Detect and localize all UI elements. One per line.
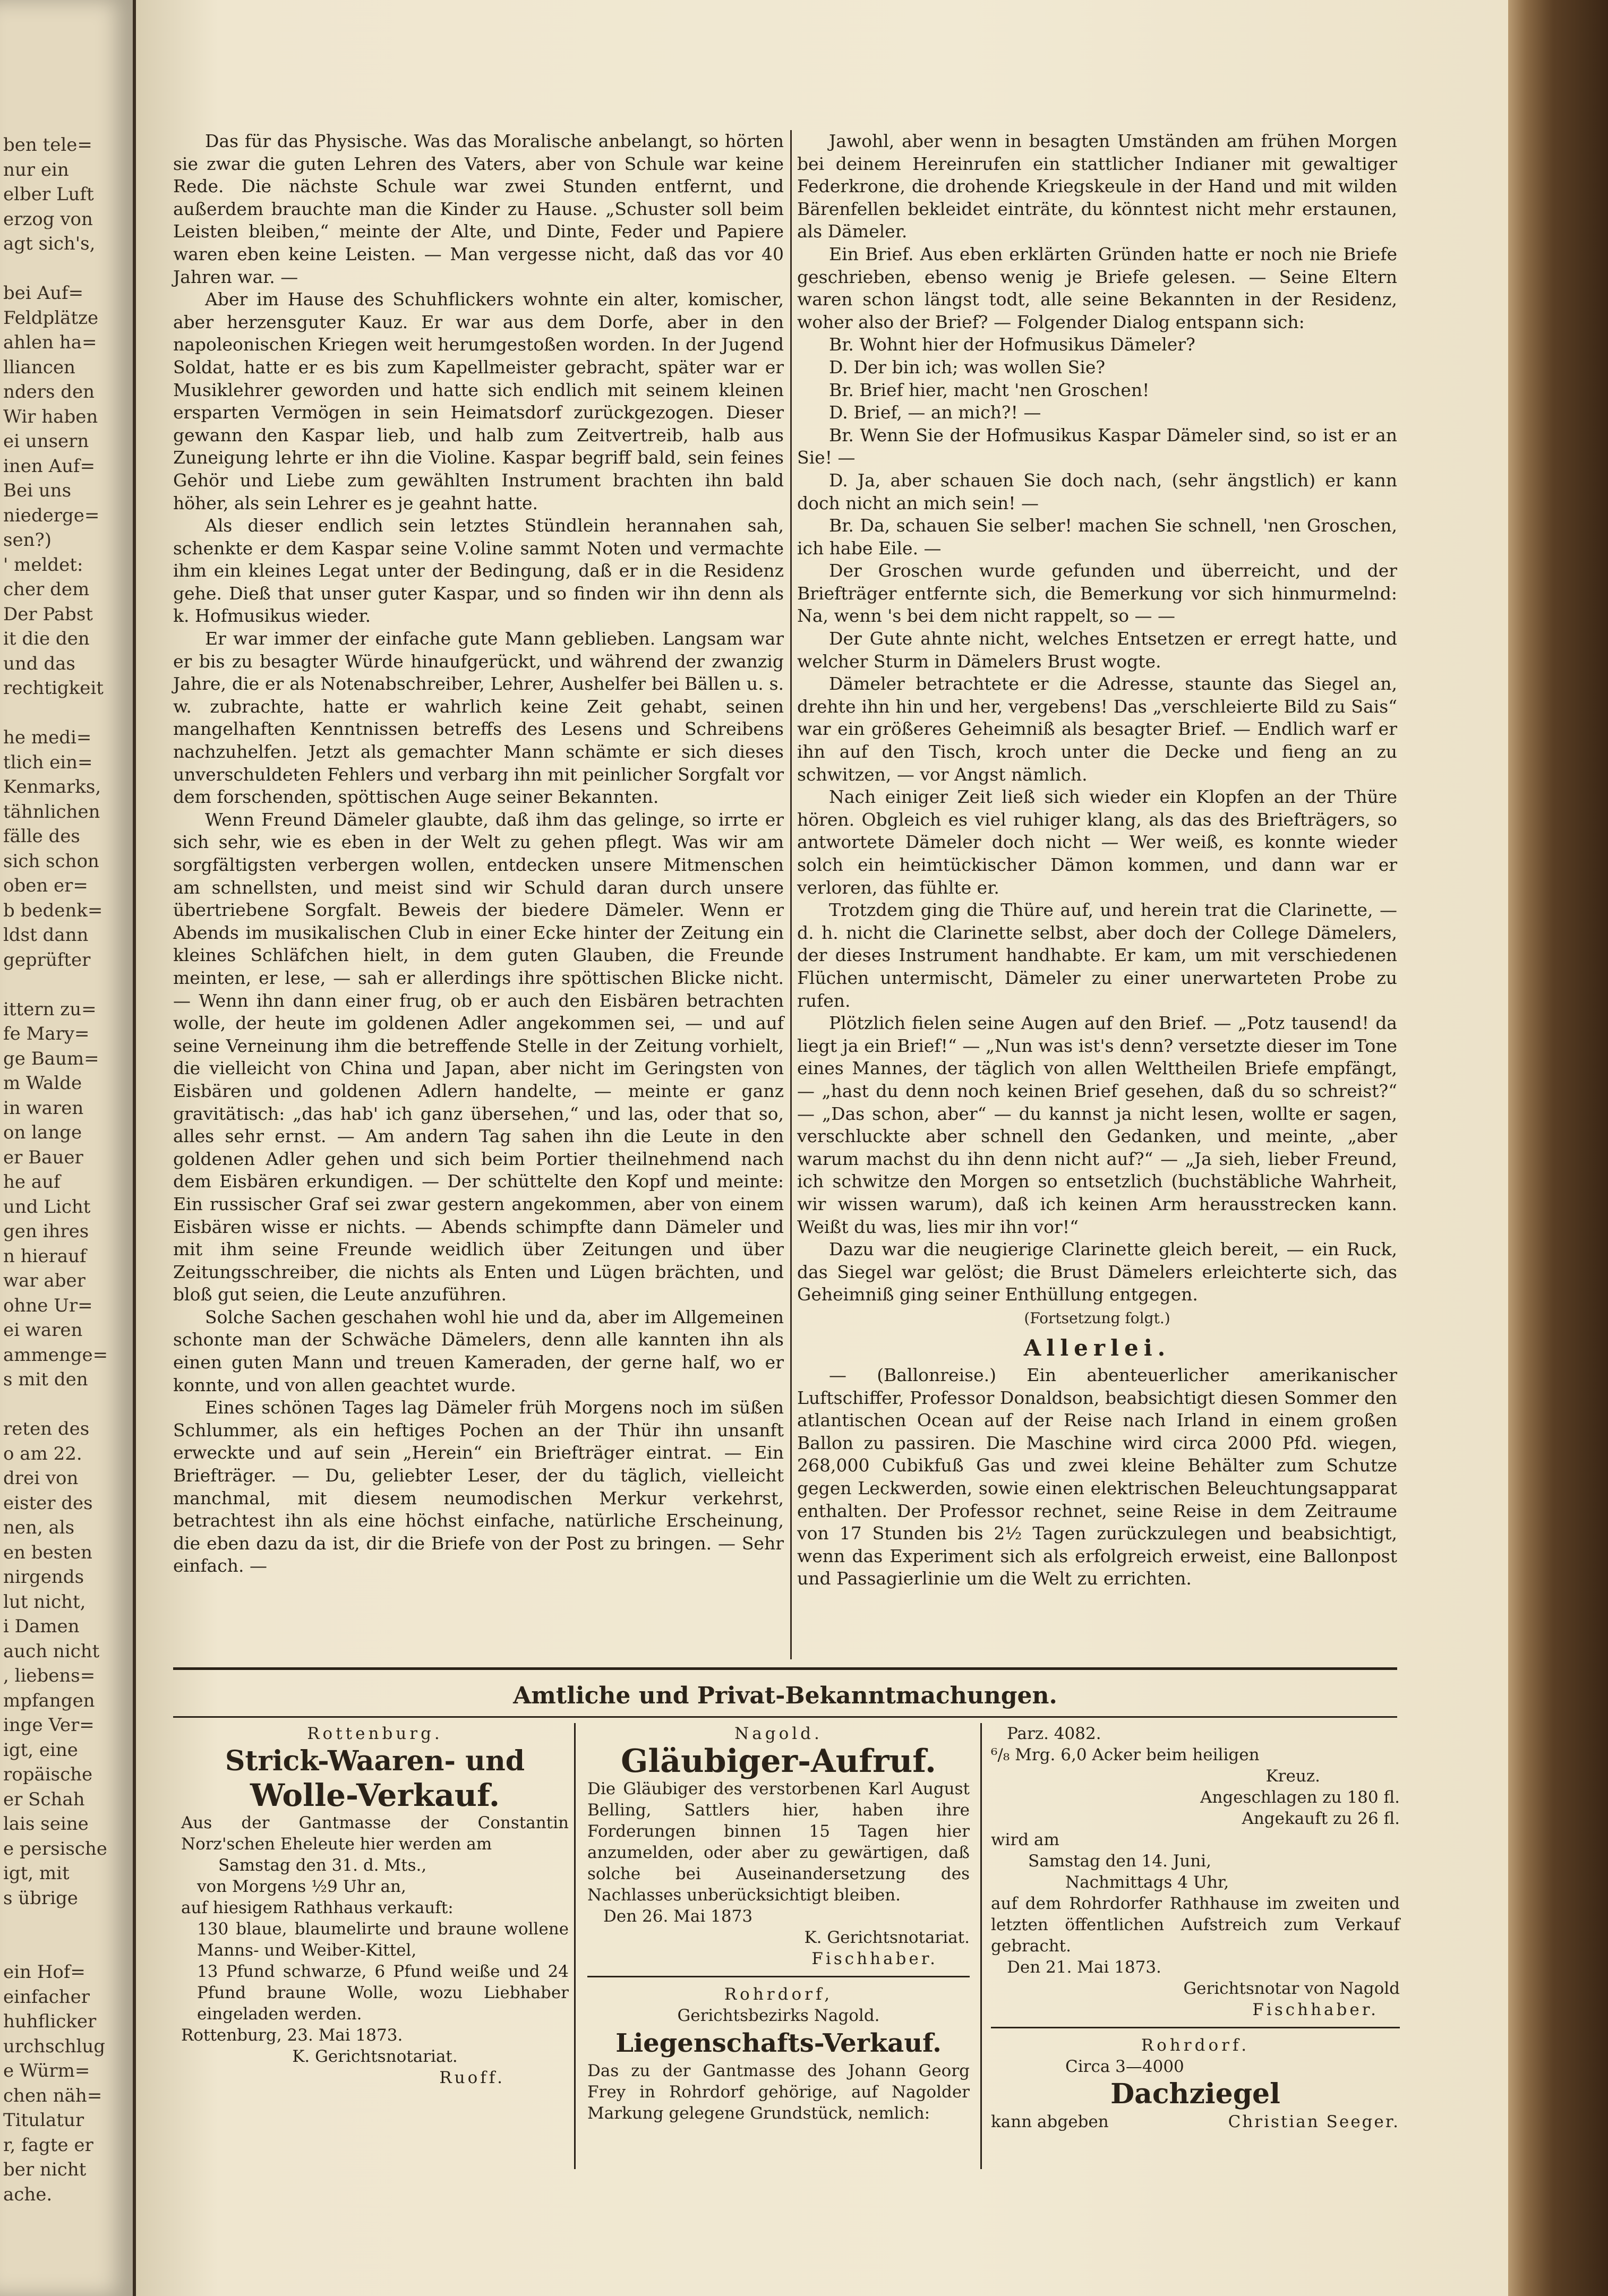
paragraph: Solche Sachen geschahen wohl hie und da, aber im Allgemeinen schonte man der Schwäche Dämelers, denn alle kannten ihn als einen guten Mann und treuen Kameraden, der gerne half, wo er konnte, und von allen geachtet wurde. <box>173 1306 784 1395</box>
ad-divider <box>980 1723 982 2169</box>
ad-time: von Morgens ½9 Uhr an, <box>197 1877 406 1896</box>
paragraph: Der Groschen wurde gefunden und überreicht, und der Briefträger entfernte sich, die Bemerkung vor sich hinmurmelnd: Na, wenn 's bei dem nicht rappelt, so — — <box>797 560 1397 627</box>
paragraph: Eines schönen Tages lag Dämeler früh Morgens noch im süßen Schlummer, als ein heftiges Pochen an der Thür ihn unsanft erweckte und auf sein „Herein“ ein Briefträger eintrat. — Ein Briefträger. — Du, geliebter Leser, der du täglich, vielleicht manchmal, mit diesem neumodischen Merkur verkehrst, betrachtest ihn als eine höchst einfache, natürliche Erscheinung, die eben dazu da ist, dir die Briefe von der Post zu bringen. — Sehr einfach. — <box>173 1397 784 1577</box>
ad-date: Den 26. Mai 1873 <box>603 1907 753 1926</box>
ad-strickwaaren <box>181 1723 569 2088</box>
paragraph: Jawohl, aber wenn in besagten Umständen am frühen Morgen bei deinem Hereinrufen ein stattlicher Indianer mit gewaltiger Federkrone, die drohende Kriegskeule in der Hand und mit wilden Bärenfellen bekleidet einträte, du könntest nicht mehr erstaunen, als Dämeler. <box>797 131 1397 242</box>
ad-text: auf dem Rohrdorfer Rathhause im zweiten und letzten öffentlichen Aufstreich zum Verkauf gebracht. <box>991 1894 1400 1956</box>
ad-text: wird am <box>991 1830 1059 1849</box>
announcements-title: Amtliche und Privat-Bekanntmachungen. <box>513 1682 1057 1709</box>
paragraph: Er war immer der einfache gute Mann geblieben. Langsam war er bis zu besagter Würde hinaufgerückt, und während der zwanzig Jahre, die er als Notenabschreiber, Lehrer, Aushelfer bei Bällen u. s. w. zubrachte, hatte er wahrlich keine Zeit gehabt, seinen mangelhaften Kenntnissen betreffs des Lesens und Schreibens nachzuhelfen. Jetzt als gemachter Mann schämte er sich dieses unverschuldeten Fehlers und verbarg ihn mit peinlicher Sorgfalt vor dem forschenden, spöttischen Auge seiner Bekannten. <box>173 628 784 808</box>
ad-district: Gerichtsbezirks Nagold. <box>677 2006 880 2025</box>
ad-time: Nachmittags 4 Uhr, <box>1065 1873 1229 1892</box>
book-edge <box>1508 0 1608 2296</box>
ad-item: 13 Pfund schwarze, 6 Pfund weiße und 24 Pfund braune Wolle, wozu Liebhaber eingeladen werden. <box>197 1962 569 2024</box>
paragraph: Als dieser endlich sein letztes Stündlein herannahen sah, schenkte er dem Kaspar seine V.oline sammt Noten und vermachte ihm ein kleines Legat unter der Bedingung, daß er in die Residenz gehe. Dieß that unser guter Kaspar, und so finden wir ihn denn als k. Hofmusikus wieder. <box>173 515 784 627</box>
ad-place: Rottenburg. <box>307 1724 443 1743</box>
dialog-line: Br. Wenn Sie der Hofmusikus Kaspar Dämeler sind, so ist er an Sie! — <box>797 424 1397 468</box>
paragraph: Plötzlich fielen seine Augen auf den Brief. — „Potz tausend! da liegt ja ein Brief!“ — „Nun was ist's denn? versetzte dieser im Tone eines Mannes, der täglich von allen Welttheilen Briefe empfängt, — „hast du denn noch keinen Brief gesehen, daß du so schreist?“ — „Das schon, aber“ — du kannst ja nicht lesen, wollte er sagen, verschluckte aber schnell den Gedanken, und meinte, „aber warum machst du ihn denn nicht auf?“ — „Ja sieh, lieber Freund, ich schwitze den Morgen so entsetzlich (buchstäbliche Wahrheit, wir wissen warum), daß ich keinen Arm herausstrecken kann. Weißt du was, lies mir ihn vor!“ <box>797 1013 1397 1237</box>
ad-place: Rohrdorf, <box>724 1985 833 2004</box>
previous-page-fragment <box>0 0 136 2296</box>
paragraph: Der Gute ahnte nicht, welches Entsetzen er erregt hatte, und welcher Sturm in Dämelers Brust wogte. <box>797 628 1397 672</box>
ad-place: Nagold. <box>734 1724 823 1743</box>
allerlei-heading: Allerlei. <box>1023 1335 1171 1361</box>
column-divider <box>790 130 792 1659</box>
dialog-line: Br. Da, schauen Sie selber! machen Sie schnell, 'nen Groschen, ich habe Eile. — <box>797 515 1397 559</box>
dialog-line: Br. Wohnt hier der Hofmusikus Dämeler? <box>829 334 1195 355</box>
ad-glaeubiger <box>587 1723 970 2124</box>
paragraph: Ein Brief. Aus eben erklärten Gründen hatte er noch nie Briefe geschrieben, ebenso wenig je Briefe gelesen. — Seine Eltern waren schon längst todt, alle seine Bekannten in der Residenz, woher also der Brief? — Folgender Dialog entspann sich: <box>797 243 1397 332</box>
ad-signature: Christian Seeger. <box>1228 2112 1400 2131</box>
ad-title: Gläubiger-Aufruf. <box>621 1743 936 1780</box>
ad-divider <box>574 1723 576 2169</box>
previous-page-text: ben tele= nur ein elber Luft erzog von agt sich's, bei Auf= Feldplätze ahlen ha= lliancen nders den Wir haben ei unsern inen Auf= Bei uns niederge= sen?) ' meldet: cher dem Der Pabst it die den und das rechtigkeit he medi= tlich ein= Kenmarks, tähnlichen fälle des sich schon oben er= b bedenk= ldst dann geprüfter ittern zu= fe Mary= ge Baum= m Walde in waren on lange er Bauer he auf und Licht gen ihres n hierauf war aber ohne Ur= ei waren ammenge= s mit den reten des o am 22. drei von eister des nen, als en besten nirgends lut nicht, i Damen auch nicht , liebens= mpfangen inge Ver= igt, eine ropäische er Schah lais seine e persische igt, mit s übrige ein Hof= einfacher huhflicker urchschlug e Würm= chen näh= Titulatur r, fagte er ber nicht ache. <box>3 134 108 2205</box>
ad-place: Rohrdorf. <box>1141 2036 1250 2055</box>
ad-title: Liegenschafts-Verkauf. <box>615 2028 942 2058</box>
ad-footer-row <box>991 2111 1400 2132</box>
ad-text: Die Gläubiger des verstorbenen Karl August Belling, Sattlers hier, haben ihre Forderungen binnen 15 Tagen hier anzumelden, oder aber zu gewärtigen, daß solche bei Auseinandersetzung des Nachlasses unberücksichtigt bleiben. <box>587 1779 970 1905</box>
ad-title: Dachziegel <box>1110 2078 1280 2110</box>
ad-office: K. Gerichtsnotariat. <box>804 1928 970 1947</box>
ad-text: auf hiesigem Rathhaus verkauft: <box>181 1898 454 1917</box>
paragraph: Wenn Freund Dämeler glaubte, daß ihm das gelinge, so irrte er sich sehr, wie es eben in der Welt zu gehen pflegt. Was wir am sorgfältigsten verbergen wollen, entdecken unsere Mitmenschen am schnellsten, und meist sind wir Schuld daran durch unsere übertriebene Sorgfalt. Beweis der biedere Dämeler. Wenn er Abends im musikalischen Club in einer Ecke hinter der Zeitung ein kleines Schläfchen hielt, in dem guten Glauben, die Freunde meinten, er lese, — sah er allerdings ihre spöttischen Blicke nicht. — Wenn ihn dann einer frug, ob er auch den Eisbären betrachten wolle, der heute im goldenen Adler angekommen sei, — und auf seine Verneinung ihm die betreffende Stelle in der Zeitung vorhielt, die vielleicht von China und Japan, aber nicht im Geringsten von Eisbären und goldenen Adlern handelte, — meinte er ganz gravitätisch: „das hab' ich ganz übersehen,“ und las, oder that so, alles sehr ernst. — Am andern Tag sahen ihn die Leute in den goldenen Adler gehen und sich beim Portier theilnehmend nach dem Eisbären erkundigen. — Der schüttelte den Kopf und meinte: Ein russischer Graf sei zwar gestern angekommen, aber von einem Eisbären wisse er nichts. — Abends schimpfte dann Dämeler und mit ihm seine Freunde weidlich über Zeitungen und über Zeitungsschreiber, die nichts als Enten und Lügen brächten, und bloß gut seien, die Leute anzuführen. <box>173 809 784 1305</box>
ad-datesign: Den 21. Mai 1873. <box>1007 1958 1161 1977</box>
ad-date: Samstag den 31. d. Mts., <box>218 1856 427 1875</box>
ad-text: Das zu der Gantmasse des Johann Georg Frey in Rohrdorf gehörige, auf Nagolder Markung gelegene Grundstück, nemlich: <box>587 2061 970 2123</box>
paragraph: Dazu war die neugierige Clarinette gleich bereit, — ein Ruck, das Siegel war gelöst; die Brust Dämelers erleichterte sich, das Geheimniß ging seiner Enthüllung entgegen. <box>797 1239 1397 1305</box>
ad-quantity: Circa 3—4000 <box>1065 2057 1184 2076</box>
ad-title: Strick-Waaren- und <box>225 1745 525 1777</box>
ad-datesign: Rottenburg, 23. Mai 1873. <box>181 2026 403 2045</box>
dialog-line: D. Brief, — an mich?! — <box>829 402 1041 423</box>
section-rule-thin <box>173 1716 1397 1718</box>
ad-item: 130 blaue, blaumelirte und braune wollene Manns- und Weiber-Kittel, <box>197 1920 569 1960</box>
column-right <box>797 130 1397 1590</box>
dialog-line: D. Der bin ich; was wollen Sie? <box>829 356 1106 378</box>
ad-signature: Fischhaber. <box>1252 2000 1379 2019</box>
ad-office: K. Gerichtsnotariat. <box>292 2047 458 2066</box>
ad-parcel-desc: ⁶/₈ Mrg. 6,0 Acker beim heiligen <box>991 1745 1260 1764</box>
ad-liegenschaft-cont <box>991 1723 1400 2132</box>
dialog-line: Br. Brief hier, macht 'nen Groschen! <box>829 379 1150 400</box>
paragraph: Aber im Hause des Schuhflickers wohnte ein alter, komischer, aber herzensguter Kauz. Er war aus dem Dorfe, aber in den napoleonischen Kriegen weit herumgestoßen worden. In der Jugend Soldat, hatte er es bis zum Kapellmeister gebracht, später war er Musiklehrer geworden und hatte sich endlich mit seinem kleinen ersparten Vermögen in sein Heimatsdorf zurückgezogen. Dieser gewann den Kaspar lieb, und halb zum Zeitvertreib, halb aus Zuneigung lehrte er ihn die Violine. Kaspar begriff bald, sein feines Gehör und Liebe zum gewählten Instrument brachten ihn bald höher, als sein Lehrer es je geahnt hatte. <box>173 289 784 513</box>
paragraph: Das für das Physische. Was das Moralische anbelangt, so hörten sie zwar die guten Lehren des Vaters, aber von Schule war keine Rede. Die nächste Schule war zwei Stunden entfernt, und außerdem brauchte man die Kinder zu Hause. „Schuster soll beim Leisten bleiben,“ meinte der Alte, und Dinte, Feder und Papiere waren eben keine Leisten. — Man vergesse nicht, daß das vor 40 Jahren war. — <box>173 131 784 287</box>
paragraph: Nach einiger Zeit ließ sich wieder ein Klopfen an der Thüre hören. Obgleich es viel ruhiger klang, als das des Briefträgers, so antwortete Dämeler doch nicht — Wer weiß, es konnte wieder solch ein heimtückischer Dämon kommen, und dann war er verloren, das fühlte er. <box>797 786 1397 898</box>
paragraph: Trotzdem ging die Thüre auf, und herein trat die Clarinette, — d. h. nicht die Clarinette selbst, aber doch der College Dämelers, der dieses Instrument handhabte. Er kam, um mit verschiedenen Flüchen untermischt, Dämeler zu einer unerwarteten Probe zu rufen. <box>797 899 1397 1011</box>
ad-text: Aus der Gantmasse der Constantin Norz'schen Eheleute hier werden am <box>181 1813 569 1854</box>
ad-text: kann abgeben <box>991 2112 1109 2131</box>
ad-date: Samstag den 14. Juni, <box>1028 1852 1211 1871</box>
ad-separator <box>587 1976 970 1977</box>
column-left <box>173 130 784 1578</box>
ad-parcel: Parz. 4082. <box>1007 1724 1101 1743</box>
continuation-note: (Fortsetzung folgt.) <box>1024 1309 1170 1327</box>
ad-value: Angekauft zu 26 fl. <box>1242 1809 1400 1828</box>
newspaper-page <box>136 0 1508 2296</box>
ad-office: Gerichtsnotar von Nagold <box>1183 1979 1400 1998</box>
ad-value: Angeschlagen zu 180 fl. <box>1200 1788 1400 1807</box>
allerlei-text: — (Ballonreise.) Ein abenteuerlicher amerikanischer Luftschiffer, Professor Donaldson, beabsichtigt diesen Sommer den atlantischen Ocean auf der Reise nach Irland in einem großen Ballon zu passiren. Die Maschine wird circa 2000 Pfd. wiegen, 268,000 Cubikfuß Gas und zwei kleine Behälter zum Schutze gegen Leckwerden, sowie einen elektrischen Beleuchtungsapparat enthalten. Der Professor rechnet, seine Reise in dem Zeitraume von 17 Stunden bis 2½ Tagen zurückzulegen und beabsichtigt, wenn das Experiment sich als erfolgreich erweist, eine Ballonpost und Passagierlinie um die Welt zu errichten. <box>797 1365 1397 1589</box>
dialog-line: D. Ja, aber schauen Sie doch nach, (sehr ängstlich) er kann doch nicht an mich sein! — <box>797 469 1397 513</box>
ad-signature: Ruoff. <box>439 2068 505 2087</box>
paragraph: Dämeler betrachtete er die Adresse, staunte das Siegel an, drehte ihn hin und her, vergebens! Das „verschleierte Bild zu Sais“ war ein größeres Geheimniß als besagter Brief. — Endlich warf er ihn auf den Tisch, kroch unter die Decke und fieng an zu schwitzen, — vor Angst nämlich. <box>797 673 1397 785</box>
ad-parcel-desc: Kreuz. <box>1265 1767 1320 1786</box>
section-rule <box>173 1667 1397 1670</box>
ad-separator <box>991 2027 1400 2028</box>
ad-title: Wolle-Verkauf. <box>250 1777 500 1813</box>
ad-signature: Fischhaber. <box>811 1949 938 1968</box>
